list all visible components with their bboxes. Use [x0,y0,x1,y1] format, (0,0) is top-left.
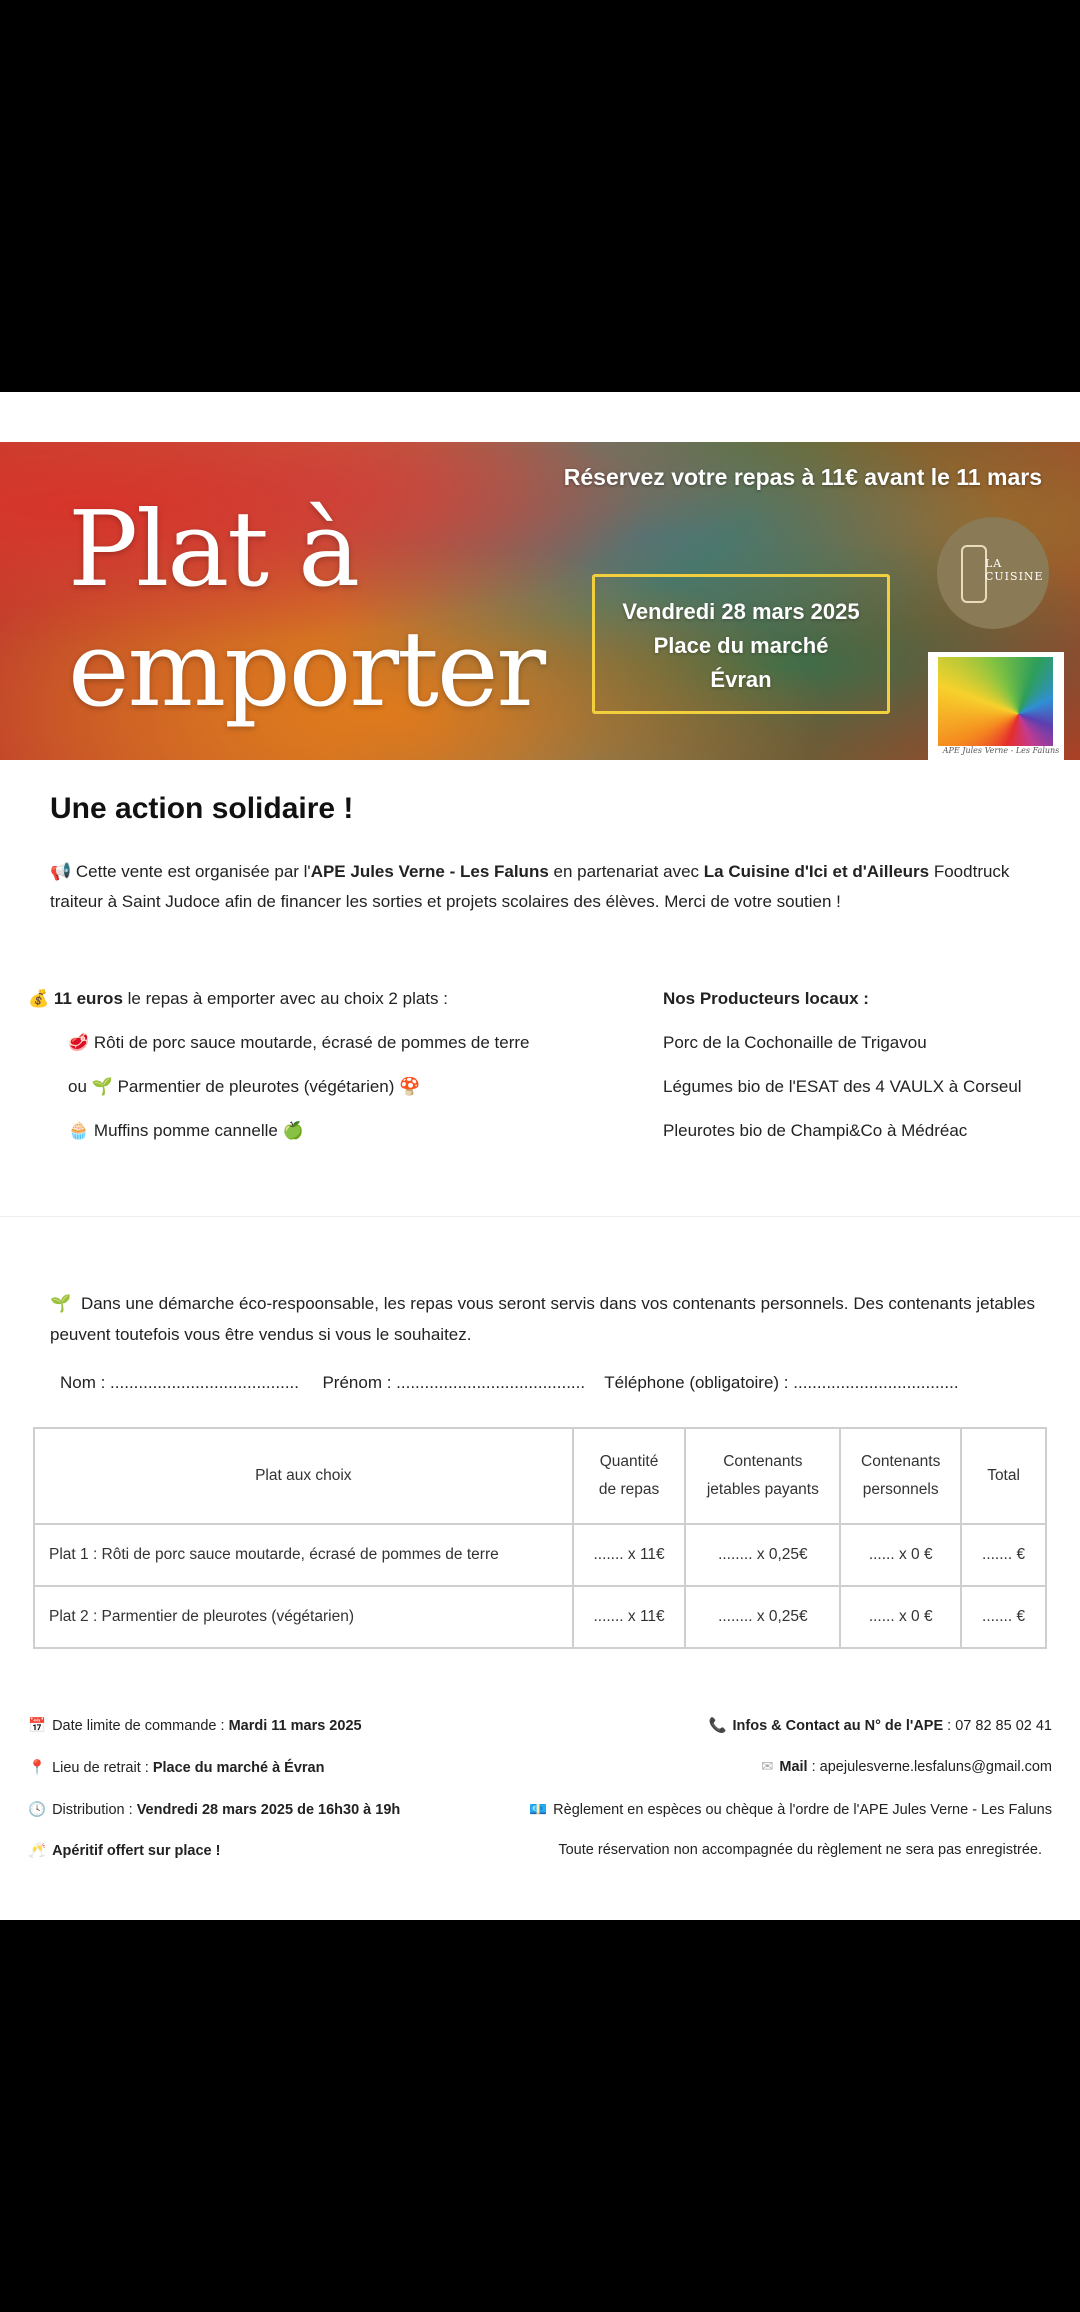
pencils-caption: APE Jules Verne - Les Faluns [938,746,1064,760]
table-cell-personal[interactable]: ...... x 0 € [840,1586,961,1648]
intro-partner: La Cuisine d'Ici et d'Ailleurs [703,862,930,881]
name-field[interactable]: Nom : ........................................ [60,1373,299,1392]
table-cell-quantity[interactable]: ....... x 11€ [573,1586,686,1648]
menu-dessert [28,1109,530,1153]
producer-item: Légumes bio de l'ESAT des 4 VAULX à Corseul [663,1077,1022,1096]
mail-info: ✉ Mail : apejulesverne.lesfaluns@gmail.com [761,1759,1052,1775]
table-cell-disposable[interactable]: ........ x 0,25€ [685,1586,840,1648]
table-cell-total[interactable]: ....... € [961,1524,1046,1586]
seedling-icon: 🌱 [91,1077,113,1096]
menu-dessert-label: Muffins pomme cannelle [93,1121,278,1140]
producers-list [663,977,1022,1153]
money-bag-icon: 💰 [28,989,50,1008]
event-date: Vendredi 28 mars 2025 [622,599,860,624]
glasses-icon: 🥂 [28,1843,47,1859]
mushroom-icon: 🍄 [399,1077,421,1096]
phone-number[interactable]: : 07 82 85 02 41 [943,1718,1052,1734]
intro-text-part3: Foodtruck traiteur à Saint Judoce afin de financer les sorties et projets scolaires des élèves. Merci de votre soutien ! [50,862,1010,911]
producer-item: Pleurotes bio de Champi&Co à Médréac [663,1121,968,1140]
reservation-deadline: Réservez votre repas à 11€ avant le 11 mars [563,464,1042,490]
menu-dish1-label: Rôti de porc sauce moutarde, écrasé de pommes de terre [93,1033,530,1052]
table-cell-total[interactable]: ....... € [961,1586,1046,1648]
pin-icon: 📍 [28,1760,47,1776]
table-cell-dish: Plat 2 : Parmentier de pleurotes (végétarien) [34,1586,573,1648]
cake-icon: 🧁 [68,1121,90,1140]
envelope-icon: ✉ [761,1759,774,1775]
header-banner [0,442,1080,760]
payment-info: 💶 Règlement en espèces ou chèque à l'ordre de l'APE Jules Verne - Les Faluns [529,1802,1052,1818]
producer-item: Porc de la Cochonaille de Trigavou [663,1033,927,1052]
table-row [34,1586,1046,1648]
menu-list [28,977,530,1153]
flyer-document [0,392,1080,1920]
notice-info: Toute réservation non accompagnée du règlement ne sera pas enregistrée. [558,1842,1042,1858]
menu-price-line [28,977,530,1021]
contact-info: 📞 Infos & Contact au N° de l'APE : 07 82 85 02 41 [708,1718,1052,1734]
intro-text [50,857,1040,917]
contact-form-line [60,1373,959,1393]
table-cell-disposable[interactable]: ........ x 0,25€ [685,1524,840,1586]
event-place: Place du marché [653,633,829,658]
event-town: Évran [710,667,772,692]
logo-text: LA CUISINE [985,557,1044,583]
seedling-icon: 🌱 [50,1294,72,1313]
phone-field[interactable]: Téléphone (obligatoire) : ................................... [604,1373,959,1392]
table-header: Contenants personnels [840,1428,961,1524]
colored-pencils-image [928,652,1064,760]
eco-responsible-note [50,1288,1035,1350]
calendar-icon: 📅 [28,1718,47,1734]
logo-drawing [961,545,987,603]
menu-or: ou [68,1077,87,1096]
producers-title [663,977,1022,1021]
intro-text-part2: en partenariat avec [548,862,704,881]
firstname-field[interactable]: Prénom : ........................................ [322,1373,586,1392]
intro-text-part1: Cette vente est organisée par l' [75,862,311,881]
producers-title-text: Nos Producteurs locaux : [663,989,869,1008]
pencils-drawing [938,657,1053,752]
meat-icon: 🥩 [68,1033,90,1052]
section-divider [0,1216,1080,1217]
table-row [34,1524,1046,1586]
menu-price-text: le repas à emporter avec au choix 2 plats : [122,989,448,1008]
menu-price: 11 euros [53,989,123,1008]
intro-title: Une action solidaire ! [50,792,354,825]
table-header: Contenants jetables payants [685,1428,840,1524]
table-cell-dish: Plat 1 : Rôti de porc sauce moutarde, écrasé de pommes de terre [34,1524,573,1586]
banknote-icon: 💶 [529,1802,548,1818]
table-header: Total [961,1428,1046,1524]
eco-text: Dans une démarche éco-respoonsable, les repas vous seront servis dans vos contenants personnels. Des contenants jetables peuvent toutefois vous être vendus si vous le souhaitez. [50,1294,1035,1344]
pickup-info: 📍 Lieu de retrait : Place du marché à Évran [28,1760,325,1776]
table-header: Plat aux choix [34,1428,573,1524]
la-cuisine-logo [937,517,1049,629]
menu-dish2-label: Parmentier de pleurotes (végétarien) [117,1077,395,1096]
aperitif-info: 🥂 Apéritif offert sur place ! [28,1843,221,1859]
phone-icon: 📞 [708,1718,727,1734]
deadline-info: 📅 Date limite de commande : Mardi 11 mars 2025 [28,1718,362,1734]
intro-organization: APE Jules Verne - Les Faluns [310,862,549,881]
menu-dish2 [28,1065,530,1109]
clock-icon: 🕓 [28,1802,47,1818]
event-box [592,574,890,714]
menu-dish1 [28,1021,530,1065]
table-header-row [34,1428,1046,1524]
email-address[interactable]: : apejulesverne.lesfaluns@gmail.com [807,1759,1052,1775]
table-cell-personal[interactable]: ...... x 0 € [840,1524,961,1586]
table-header: Quantité de repas [573,1428,686,1524]
table-cell-quantity[interactable]: ....... x 11€ [573,1524,686,1586]
banner-title-line1: Plat à [68,488,359,610]
order-table [33,1427,1047,1649]
banner-title-line2: emporter [68,608,545,730]
megaphone-icon: 📢 [50,862,72,881]
apple-icon: 🍏 [282,1121,304,1140]
distribution-info: 🕓 Distribution : Vendredi 28 mars 2025 de 16h30 à 19h [28,1802,401,1818]
